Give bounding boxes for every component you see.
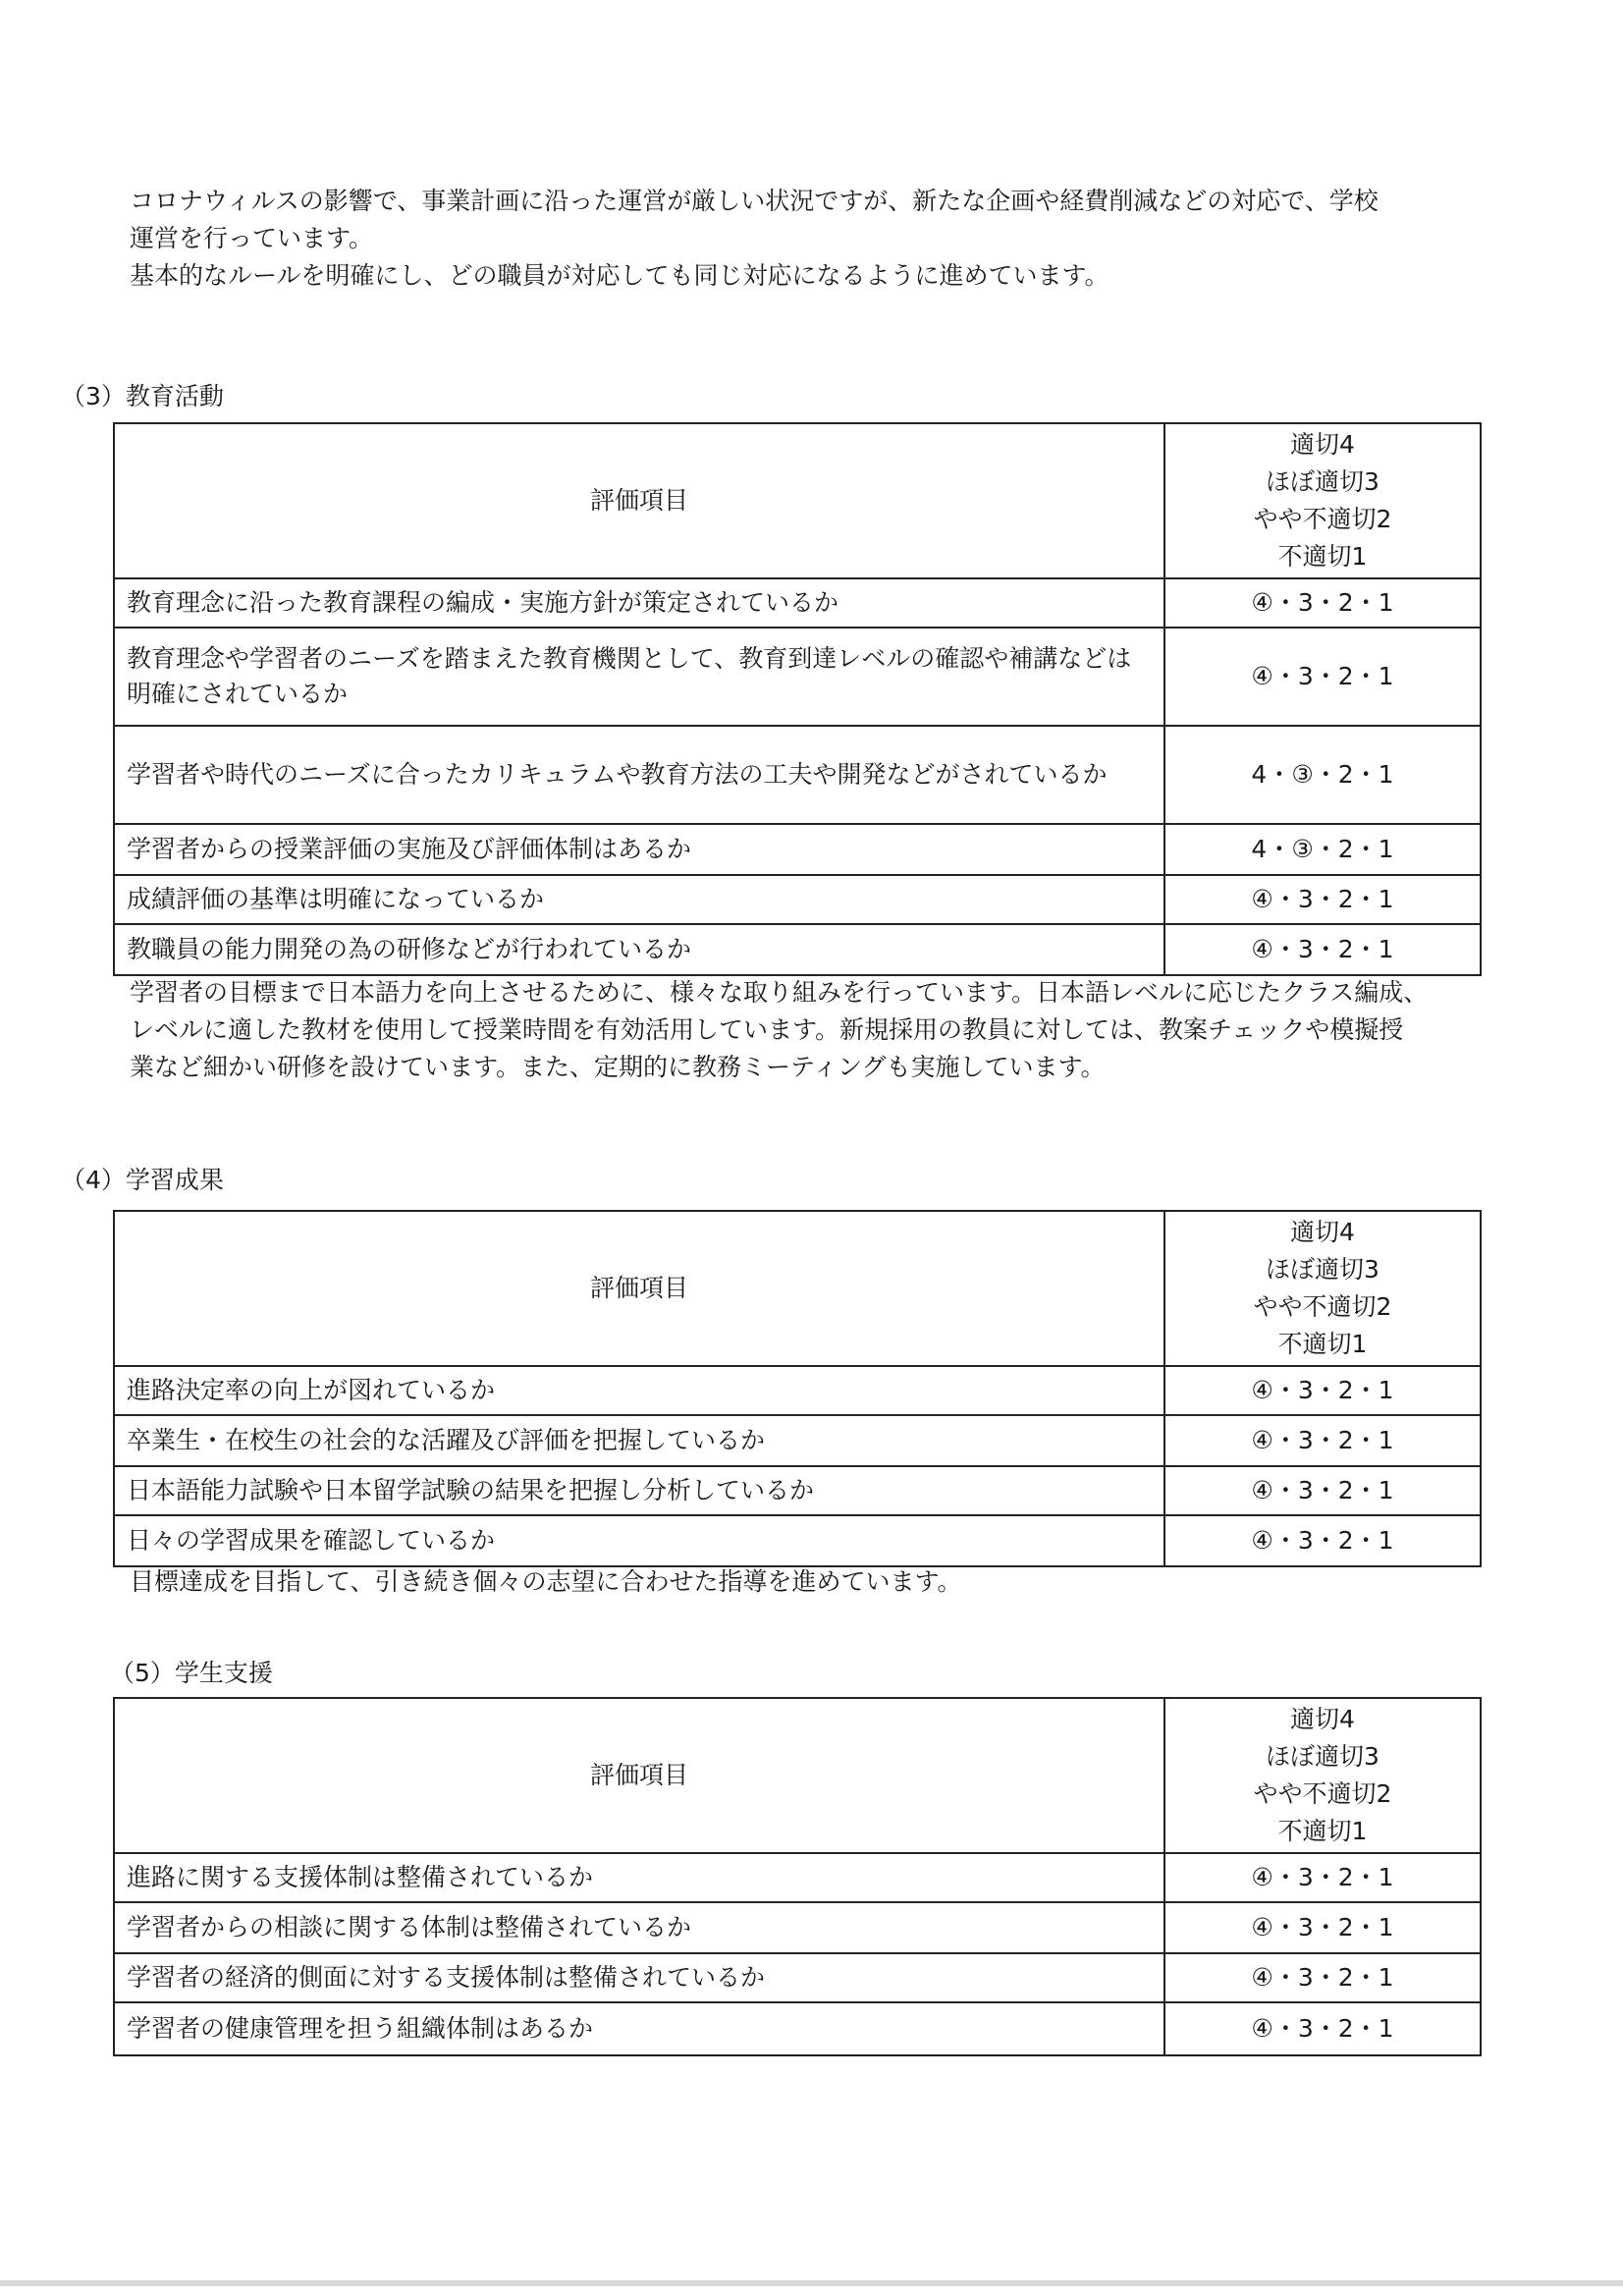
rating-value: ④・3・2・1 <box>1164 1515 1481 1566</box>
intro-line: コロナウィルスの影響で、事業計画に沿った運営が厳しい状況ですが、新たな企画や経費削減などの対応で、学校 <box>130 187 1379 215</box>
table-row <box>114 924 1481 975</box>
rating-scale-label: 適切4 <box>1290 1218 1355 1246</box>
table-row <box>114 1466 1481 1515</box>
table-row <box>114 1366 1481 1415</box>
header-evaluation-item: 評価項目 <box>114 423 1164 578</box>
rating-scale-label: やや不適切2 <box>1253 505 1392 533</box>
evaluation-item: 進路決定率の向上が図れているか <box>114 1366 1164 1415</box>
section-heading-learning-outcomes: （4）学習成果 <box>61 1166 224 1194</box>
rating-value: ④・3・2・1 <box>1164 1415 1481 1466</box>
rating-value: 4・③・2・1 <box>1164 824 1481 875</box>
evaluation-table-education <box>113 422 1482 976</box>
table-row <box>114 2002 1481 2055</box>
section-heading-student-support: （5）学生支援 <box>110 1659 273 1687</box>
rating-value: ④・3・2・1 <box>1164 1953 1481 2002</box>
table-row <box>114 1415 1481 1466</box>
rating-value: ④・3・2・1 <box>1164 1853 1481 1902</box>
note-line: レベルに適した教材を使用して授業時間を有効活用しています。新規採用の教員に対しては、教案チェックや模擬授 <box>130 1015 1404 1044</box>
evaluation-item: 日本語能力試験や日本留学試験の結果を把握し分析しているか <box>114 1466 1164 1515</box>
scan-edge-line <box>0 2280 1623 2286</box>
table-header-row <box>114 423 1481 578</box>
table-header-row <box>114 1211 1481 1366</box>
rating-scale-label: ほぼ適切3 <box>1266 1742 1380 1771</box>
rating-value: ④・3・2・1 <box>1164 1466 1481 1515</box>
table-row <box>114 875 1481 924</box>
rating-scale-label: 不適切1 <box>1277 542 1368 571</box>
rating-value: ④・3・2・1 <box>1164 924 1481 975</box>
rating-value: ④・3・2・1 <box>1164 1902 1481 1953</box>
rating-scale-label: やや不適切2 <box>1253 1779 1392 1808</box>
intro-line: 運営を行っています。 <box>130 224 374 252</box>
rating-value: 4・③・2・1 <box>1164 726 1481 824</box>
section-note-learning-outcomes <box>130 1563 962 1601</box>
table-row <box>114 824 1481 875</box>
table-row <box>114 1953 1481 2002</box>
evaluation-item: 学習者からの授業評価の実施及び評価体制はあるか <box>114 824 1164 875</box>
rating-scale-label: ほぼ適切3 <box>1266 1255 1380 1284</box>
rating-value: ④・3・2・1 <box>1164 2002 1481 2055</box>
intro-line: 基本的なルールを明確にし、どの職員が対応しても同じ対応になるように進めています。 <box>130 261 1109 290</box>
table-row <box>114 1515 1481 1566</box>
evaluation-item: 学習者の健康管理を担う組織体制はあるか <box>114 2002 1164 2055</box>
evaluation-item: 教育理念に沿った教育課程の編成・実施方針が策定されているか <box>114 578 1164 628</box>
evaluation-table-learning-outcomes <box>113 1210 1482 1567</box>
header-rating-scale <box>1164 1698 1481 1853</box>
section-note-education <box>130 974 1428 1086</box>
evaluation-item: 学習者や時代のニーズに合ったカリキュラムや教育方法の工夫や開発などがされているか <box>114 726 1164 824</box>
rating-value: ④・3・2・1 <box>1164 578 1481 628</box>
table-row <box>114 628 1481 726</box>
evaluation-item: 成績評価の基準は明確になっているか <box>114 875 1164 924</box>
header-rating-scale <box>1164 1211 1481 1366</box>
note-line: 学習者の目標まで日本語力を向上させるために、様々な取り組みを行っています。日本語レベルに応じたクラス編成、 <box>130 978 1429 1007</box>
table-header-row <box>114 1698 1481 1853</box>
rating-value: ④・3・2・1 <box>1164 1366 1481 1415</box>
evaluation-item: 学習者からの相談に関する体制は整備されているか <box>114 1902 1164 1953</box>
evaluation-item: 学習者の経済的側面に対する支援体制は整備されているか <box>114 1953 1164 2002</box>
evaluation-table-student-support <box>113 1697 1482 2056</box>
table-row <box>114 1902 1481 1953</box>
header-evaluation-item: 評価項目 <box>114 1698 1164 1853</box>
rating-scale-label: 不適切1 <box>1277 1817 1368 1845</box>
evaluation-item: 日々の学習成果を確認しているか <box>114 1515 1164 1566</box>
evaluation-item: 卒業生・在校生の社会的な活躍及び評価を把握しているか <box>114 1415 1164 1466</box>
intro-paragraph <box>130 183 1379 295</box>
rating-value: ④・3・2・1 <box>1164 628 1481 726</box>
rating-scale-label: ほぼ適切3 <box>1266 467 1380 496</box>
rating-scale-label: 適切4 <box>1290 430 1355 459</box>
evaluation-item: 進路に関する支援体制は整備されているか <box>114 1853 1164 1902</box>
evaluation-item: 教育理念や学習者のニーズを踏まえた教育機関として、教育到達レベルの確認や補講などは明確にされているか <box>114 628 1164 726</box>
table-row <box>114 1853 1481 1902</box>
table-row <box>114 578 1481 628</box>
table-row <box>114 726 1481 824</box>
rating-value: ④・3・2・1 <box>1164 875 1481 924</box>
rating-scale-label: やや不適切2 <box>1253 1292 1392 1321</box>
note-line: 目標達成を目指して、引き続き個々の志望に合わせた指導を進めています。 <box>130 1567 962 1596</box>
note-line: 業など細かい研修を設けています。また、定期的に教務ミーティングも実施しています。 <box>130 1053 1106 1081</box>
rating-scale-label: 不適切1 <box>1277 1330 1368 1358</box>
section-heading-education: （3）教育活動 <box>61 382 224 410</box>
header-evaluation-item: 評価項目 <box>114 1211 1164 1366</box>
header-rating-scale <box>1164 423 1481 578</box>
rating-scale-label: 適切4 <box>1290 1705 1355 1733</box>
evaluation-item: 教職員の能力開発の為の研修などが行われているか <box>114 924 1164 975</box>
